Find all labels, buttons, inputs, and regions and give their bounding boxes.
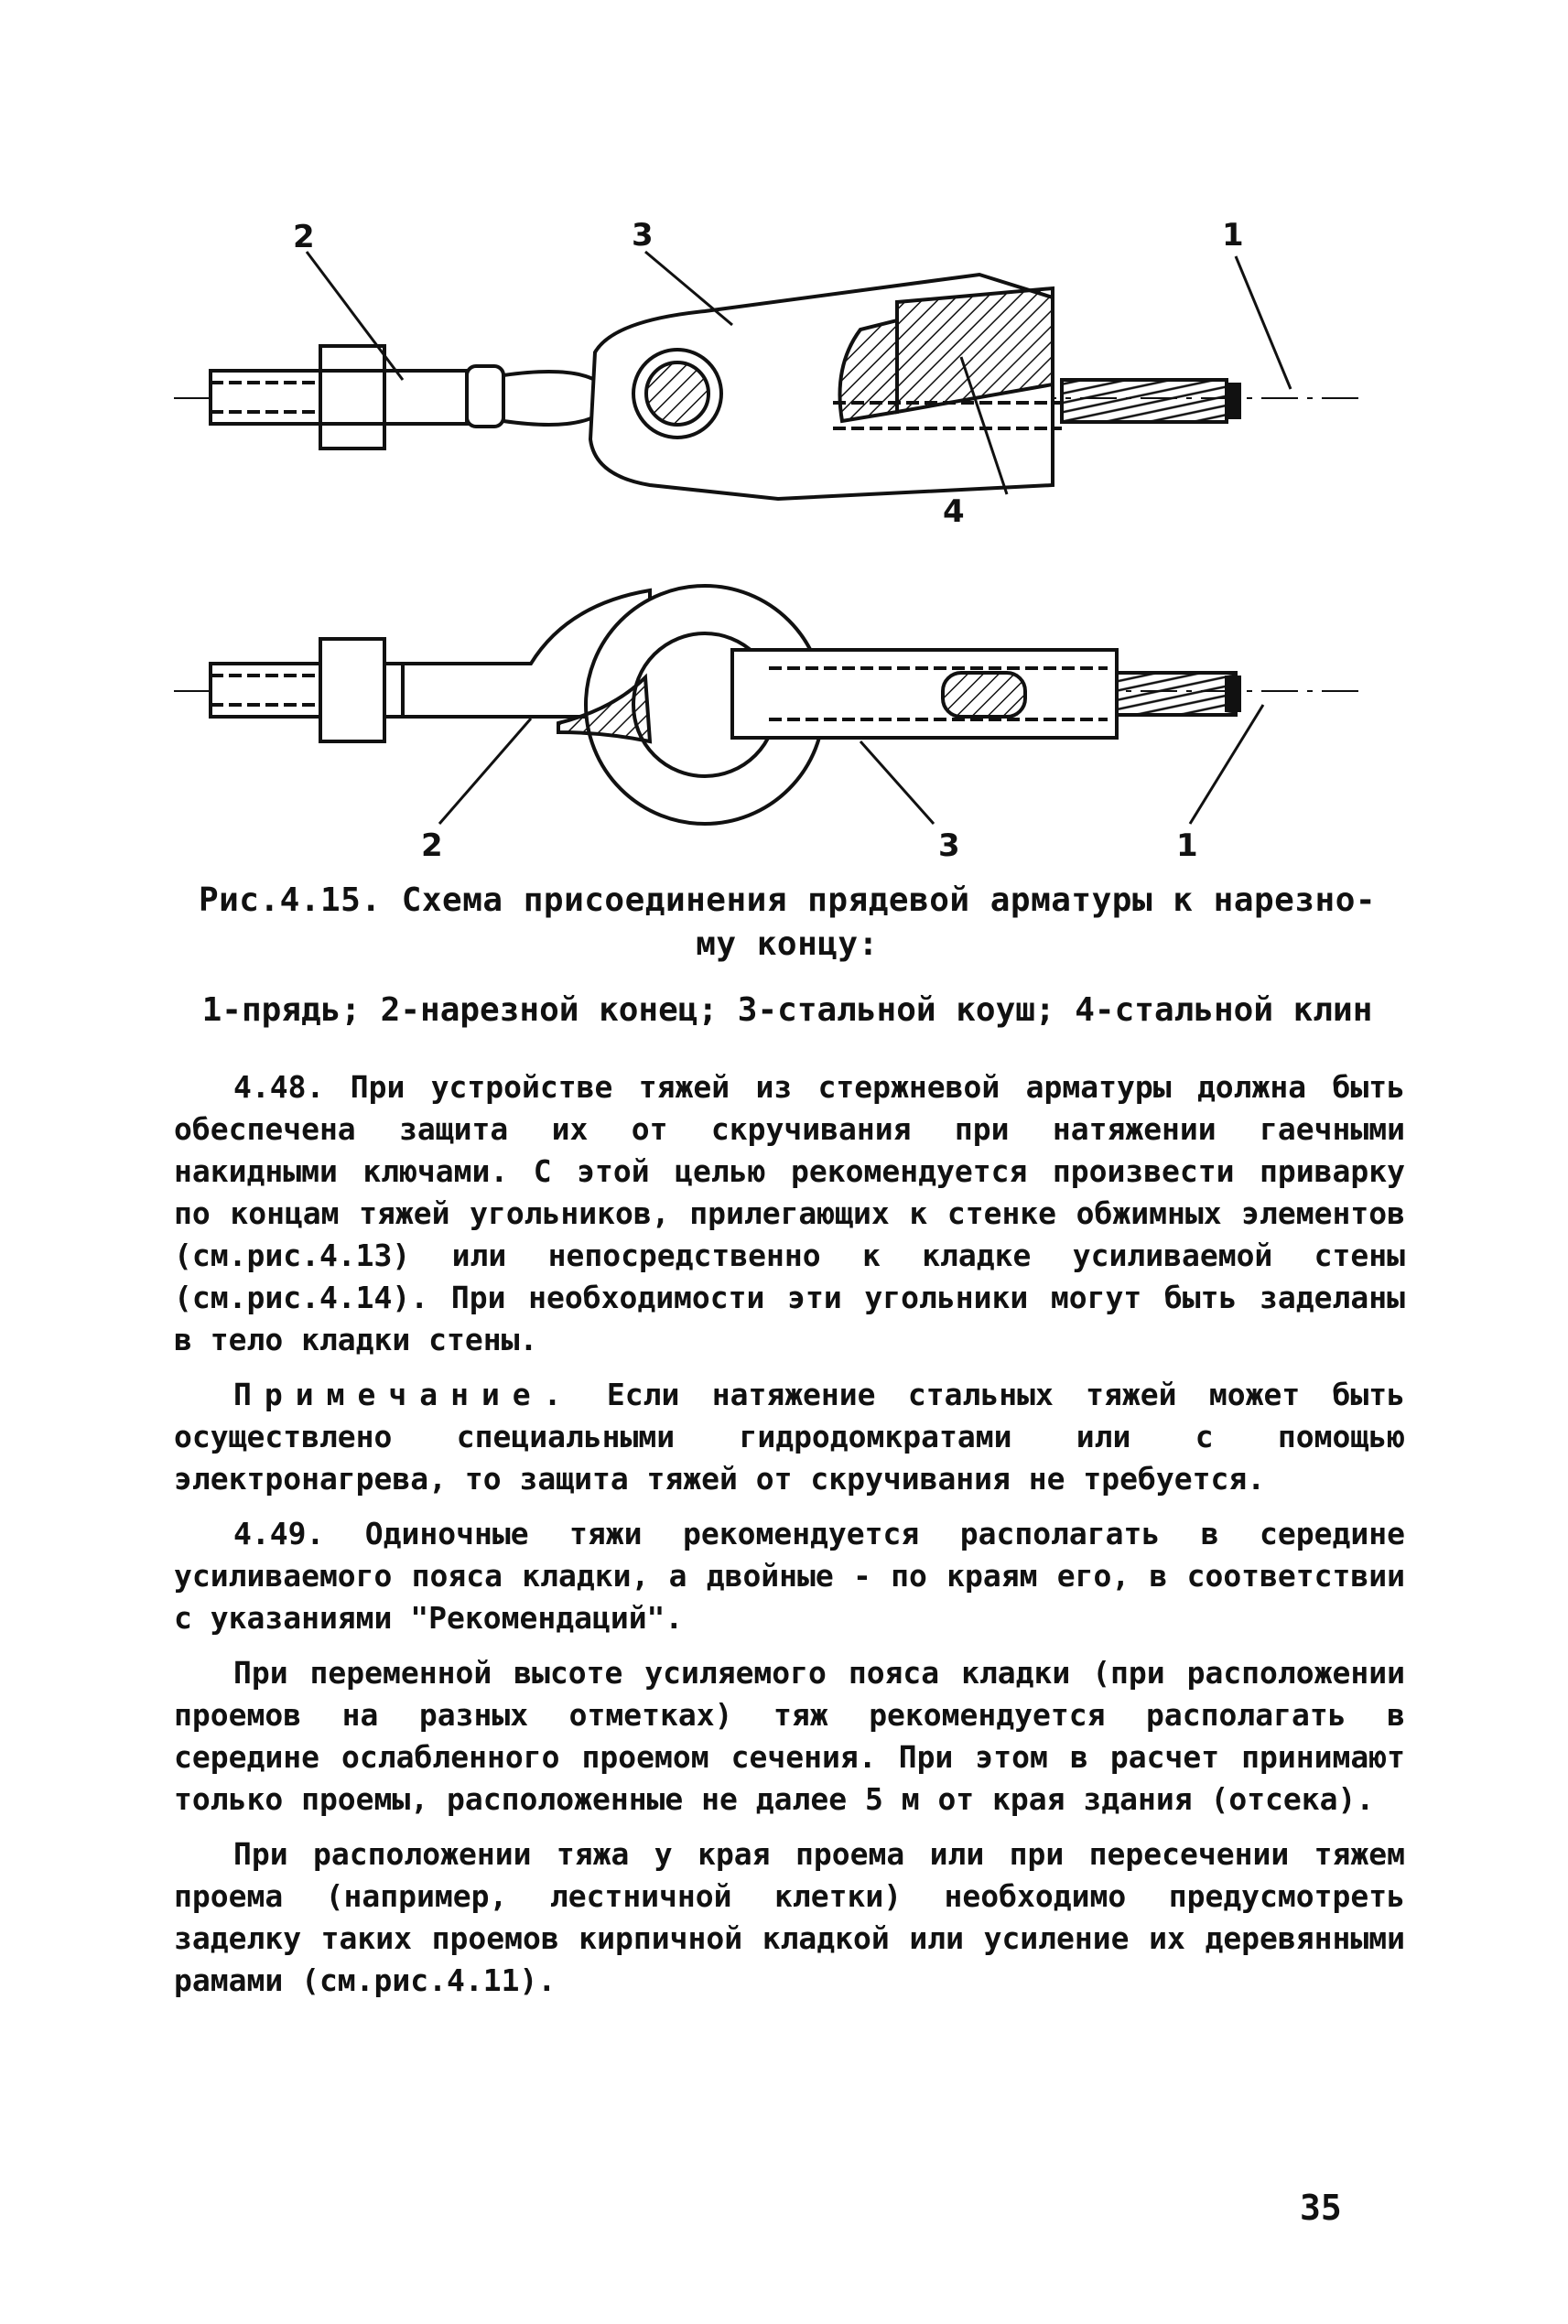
label-2-top: 2 (293, 219, 315, 255)
caption-line-1: Рис.4.15. Схема присоединения прядевой арматуры к нарезно- (198, 881, 1377, 919)
note-text: Если натяжение стальных тяжей может быть осуществлено специальными гидродомкратами или с помощью электронагрева, то защита тяжей от скручивания не требуется. (174, 1377, 1405, 1497)
paragraph-4-48: 4.48. При устройстве тяжей из стержневой арматуры должна быть обеспечена защита их от скручивания при натяжении гаечными накидными ключами. С этой целью рекомендуется произвести приварку по концам тяжей угольников, прилегающих к стенке обжимных элементов (см.рис.4.13) или непосредственно к кладке усиливаемой стены (см.рис.4.14). При необходимости эти угольники могут быть заделаны в тело кладки стены. (174, 1069, 1405, 1357)
label-2-bottom: 2 (421, 827, 443, 864)
label-4-top: 4 (943, 493, 965, 530)
paragraph-opening-crossing: При расположении тяжа у края проема или при пересечении тяжем проема (например, лестничной клетки) необходимо предусмотреть заделку таких проемов кирпичной кладкой или усиление их деревянными рамами (см.рис.4.11). (174, 1836, 1405, 1998)
paragraph-variable-height: При переменной высоте усиляемого пояса кладки (при расположении проемов на разных отметках) тяж рекомендуется располагать в середине ослабленного проемом сечения. При этом в расчет принимают только проемы, расположенные не далее 5 м от края здания (отсека). (174, 1655, 1405, 1817)
body-text (174, 1066, 1405, 2015)
top-view (174, 275, 1364, 499)
label-3-bottom: 3 (938, 827, 960, 864)
caption-line-2: му концу: (696, 925, 879, 963)
figure-caption (174, 879, 1400, 967)
label-1-bottom: 1 (1176, 827, 1198, 864)
strand-connection-drawing (137, 183, 1419, 879)
paragraph-4-49: 4.49. Одиночные тяжи рекомендуется располагать в середине усиливаемого пояса кладки, а двойные - по краям его, в соответствии с указаниями "Рекомендаций". (174, 1516, 1405, 1636)
note-label: Примечание. (233, 1377, 575, 1412)
page-number: 35 (1300, 2188, 1342, 2228)
figure-legend: 1-прядь; 2-нарезной конец; 3-стальной коуш; 4-стальной клин (201, 991, 1373, 1029)
bottom-view (174, 586, 1364, 824)
note-paragraph (174, 1374, 1405, 1500)
figure-4-15 (137, 183, 1419, 879)
label-1-top: 1 (1222, 217, 1244, 254)
label-3-top: 3 (632, 217, 654, 254)
